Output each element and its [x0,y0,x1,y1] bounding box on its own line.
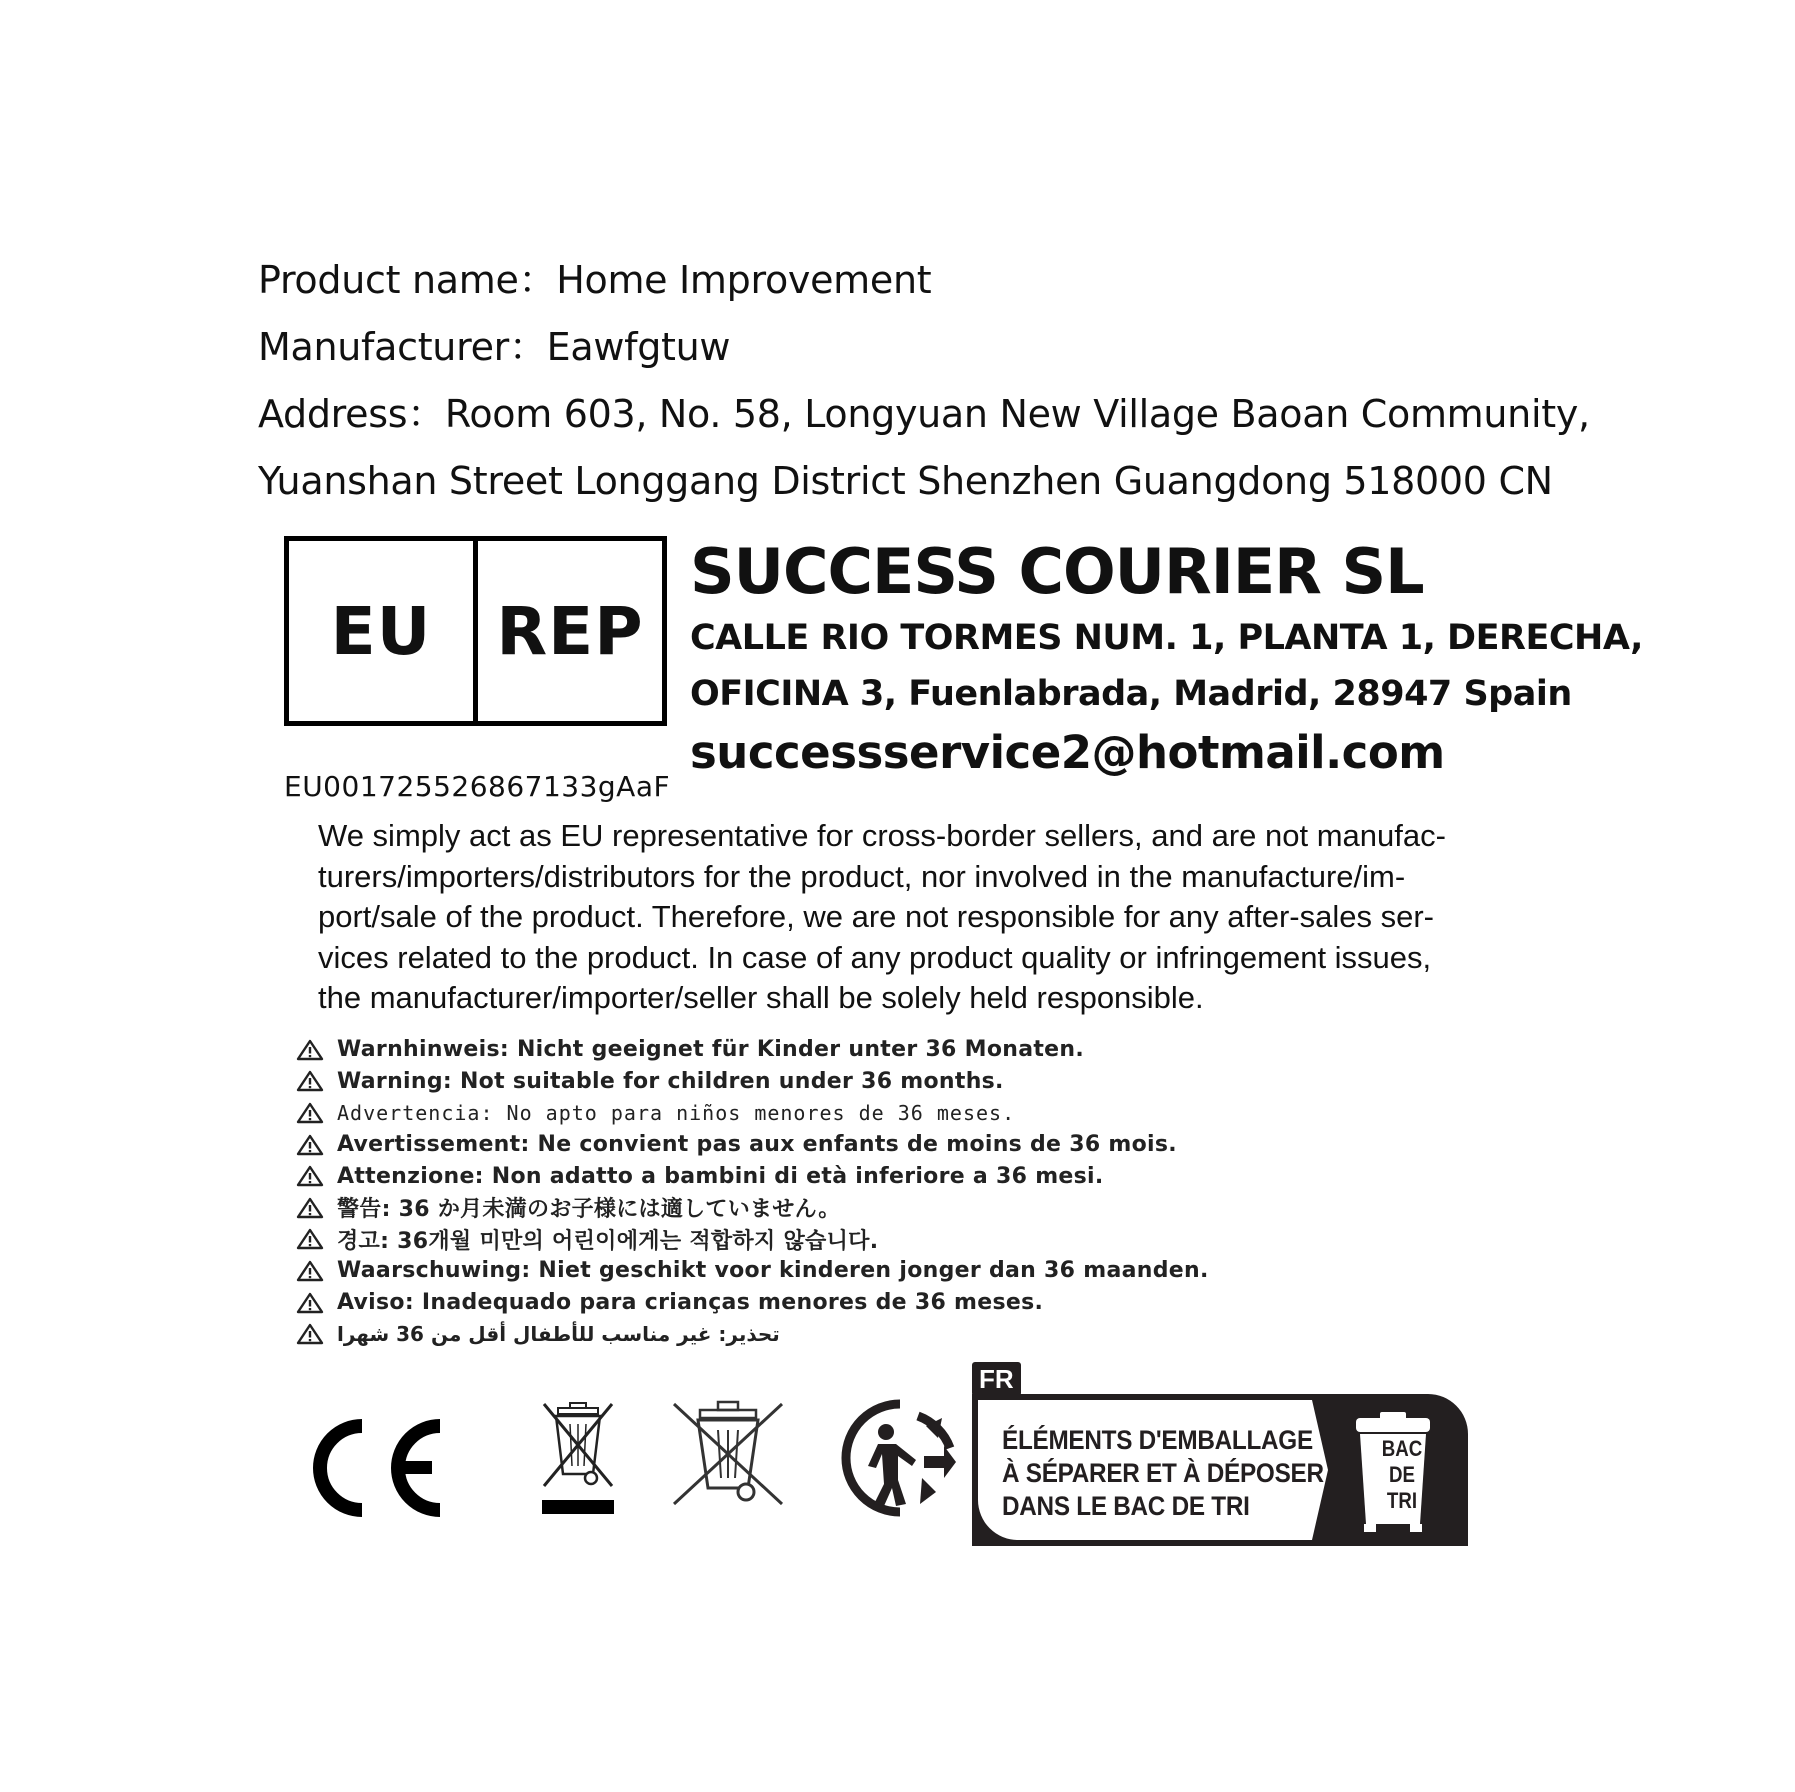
ce-mark-icon [312,1418,452,1518]
warning-triangle-icon [296,1102,324,1124]
warning-triangle-icon [296,1165,324,1187]
warning-text: Advertencia: No apto para niños menores de 36 meses. [337,1100,1016,1125]
warning-item [296,1097,1396,1129]
disclaimer-line: the manufacturer/importer/seller shall be solely held responsible. [318,980,1204,1015]
crossed-bin-bar-icon [536,1400,620,1518]
warning-text: Aviso: Inadequado para crianças menores de 36 meses. [337,1290,1044,1316]
eu-rep-code: EU001725526867133gAaF [284,770,671,803]
warning-item [296,1287,1396,1319]
bin-label-line: TRI [1386,1488,1418,1513]
warning-text: Warning: Not suitable for children under 36 months. [337,1068,1004,1094]
triman-line: ÉLÉMENTS D'EMBALLAGE [1002,1425,1313,1455]
warning-item [296,1318,1396,1350]
warning-item [296,1255,1396,1287]
warning-item [296,1129,1396,1161]
warning-triangle-icon [296,1070,324,1092]
warning-triangle-icon [296,1134,324,1156]
warning-triangle-icon [296,1228,324,1250]
product-info [258,247,1658,515]
triman-line: À SÉPARER ET À DÉPOSER [1002,1458,1324,1488]
triman-icon [838,1396,962,1520]
eu-rep-box-right: REP [496,592,644,670]
warning-triangle-icon [296,1260,324,1282]
disclaimer-line: turers/importers/distributors for the product, nor involved in the manufacture/im- [318,858,1406,894]
triman-info-block [972,1394,1468,1546]
sorting-bin-label [1375,1436,1429,1514]
bin-label-line: DE [1389,1462,1415,1487]
warning-text: Warnhinweis: Nicht geeignet für Kinder unter 36 Monaten. [337,1037,1084,1063]
warning-item [296,1160,1396,1192]
warning-text: 경고: 36개월 미만의 어린이에게는 적합하지 않습니다. [337,1228,879,1254]
disclaimer-line: vices related to the product. In case of any product quality or infringement issues, [318,939,1432,975]
triman-instructions [1002,1424,1324,1523]
disclaimer [318,816,1558,1019]
eu-rep-company: SUCCESS COURIER SL [690,535,1424,608]
warning-triangle-icon [296,1323,324,1345]
crossed-bin-icon [668,1398,788,1508]
eu-rep-symbol [284,536,667,726]
product-name-line: Product name：Home Improvement [258,258,932,302]
address-line-1: Address：Room 603, No. 58, Longyuan New Village Baoan Community, [258,392,1590,436]
warning-text: 警告: 36 か月未満のお子様には適していません。 [337,1197,841,1223]
address-line-2: Yuanshan Street Longgang District Shenzhen Guangdong 518000 CN [258,459,1553,503]
warnings-list [296,1034,1396,1350]
warning-item [296,1066,1396,1098]
disclaimer-line: We simply act as EU representative for cross-border sellers, and are not manufac- [318,818,1446,853]
manufacturer-line: Manufacturer：Eawfgtuw [258,325,731,369]
eu-rep-address-line-1: CALLE RIO TORMES NUM. 1, PLANTA 1, DERECHA, [690,618,1643,658]
bin-label-line: BAC [1381,1436,1423,1461]
eu-rep-details [690,535,1643,784]
warning-text: تحذير: غير مناسب للأطفال أقل من 36 شهرا [337,1322,780,1347]
eu-rep-box-left: EU [289,541,478,721]
warning-triangle-icon [296,1292,324,1314]
warning-item [296,1034,1396,1066]
warning-item [296,1224,1396,1256]
warning-item [296,1192,1396,1224]
triman-line: DANS LE BAC DE TRI [1002,1491,1250,1521]
warning-text: Avertissement: Ne convient pas aux enfants de moins de 36 mois. [337,1132,1177,1158]
warning-triangle-icon [296,1197,324,1219]
warning-text: Attenzione: Non adatto a bambini di età inferiore a 36 mesi. [337,1163,1104,1189]
eu-rep-email: successservice2@hotmail.com [690,726,1445,779]
triman-country-tag: FR [972,1362,1021,1396]
warning-text: Waarschuwing: Niet geschikt voor kinderen jonger dan 36 maanden. [337,1258,1209,1284]
warning-triangle-icon [296,1039,324,1061]
disclaimer-line: port/sale of the product. Therefore, we are not responsible for any after-sales ser- [318,899,1434,934]
eu-rep-address-line-2: OFICINA 3, Fuenlabrada, Madrid, 28947 Spain [690,674,1572,714]
